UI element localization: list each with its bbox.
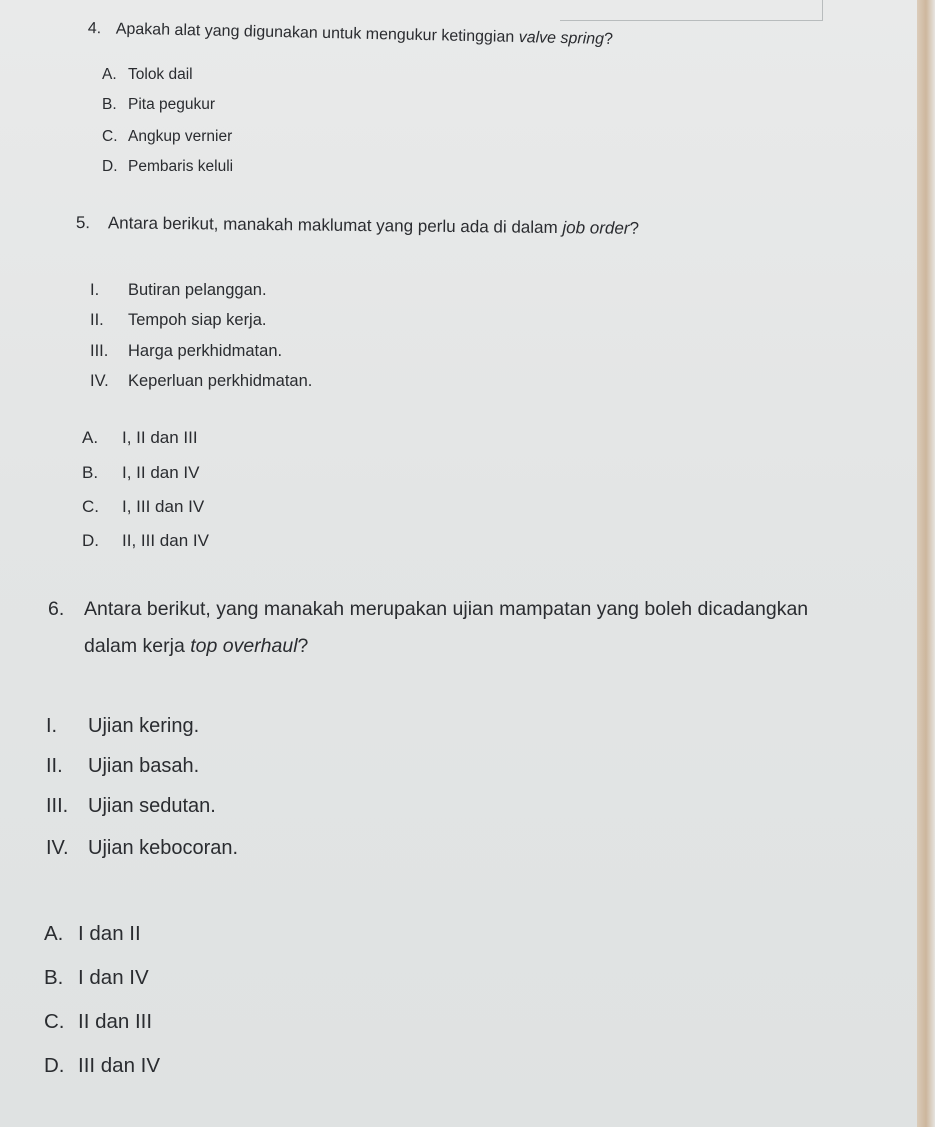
option-text: I, III dan IV (122, 497, 205, 516)
question-text: Antara berikut, manakah maklumat yang perlu ada di dalam (107, 213, 563, 238)
statement-i (90, 281, 267, 300)
option-c[interactable] (82, 497, 204, 517)
option-a[interactable] (102, 66, 193, 84)
question-number: 4. (87, 20, 102, 38)
question-6-text-continued (84, 635, 308, 658)
option-label: C. (44, 1010, 65, 1033)
question-number: 6. (48, 598, 65, 620)
statement-i (46, 715, 199, 738)
option-text: III dan IV (78, 1054, 161, 1077)
statement-iv (90, 372, 312, 391)
option-text: Tolok dail (128, 66, 193, 83)
option-label: A. (82, 428, 99, 447)
statement-label: II. (46, 755, 63, 777)
statement-iv (46, 837, 238, 860)
statement-text: Ujian basah. (88, 755, 200, 777)
option-d[interactable] (44, 1054, 160, 1078)
option-label: B. (82, 463, 99, 482)
option-label: C. (102, 128, 118, 145)
option-label: A. (44, 922, 64, 945)
option-a[interactable] (44, 922, 141, 946)
statement-label: IV. (90, 372, 109, 390)
option-d[interactable] (82, 531, 209, 551)
option-a[interactable] (82, 428, 198, 448)
option-d[interactable] (102, 158, 233, 176)
statement-label: III. (46, 795, 69, 817)
question-term: job order (562, 218, 630, 238)
option-c[interactable] (44, 1010, 152, 1034)
question-text: dalam kerja (84, 635, 191, 657)
option-text: Angkup vernier (128, 128, 233, 145)
option-text: Pembaris keluli (128, 158, 234, 175)
option-label: D. (82, 531, 99, 550)
option-text: II dan III (78, 1010, 153, 1033)
option-label: D. (44, 1054, 65, 1077)
option-label: B. (44, 966, 64, 989)
option-b[interactable] (102, 96, 215, 114)
statement-iii (90, 342, 282, 361)
statement-ii (46, 755, 199, 778)
option-b[interactable] (82, 463, 200, 483)
option-text: I, II dan III (122, 428, 198, 447)
statement-iii (46, 795, 216, 818)
option-text: I dan IV (78, 966, 149, 989)
option-b[interactable] (44, 966, 149, 990)
statement-label: III. (90, 342, 109, 360)
statement-text: Tempoh siap kerja. (128, 311, 267, 329)
statement-text: Harga perkhidmatan. (128, 342, 283, 360)
statement-label: I. (90, 281, 100, 299)
question-term: top overhaul (190, 635, 298, 657)
statement-label: I. (46, 715, 58, 737)
statement-ii (90, 311, 267, 330)
top-table-border (560, 0, 823, 21)
statement-text: Keperluan perkhidmatan. (128, 372, 313, 390)
option-text: II, III dan IV (122, 531, 209, 550)
question-mark: ? (629, 218, 640, 238)
question-number: 5. (75, 213, 91, 233)
statement-text: Butiran pelanggan. (128, 281, 267, 299)
option-text: I dan II (78, 922, 141, 945)
question-mark: ? (297, 635, 309, 657)
statement-text: Ujian kering. (88, 715, 200, 737)
option-label: A. (102, 66, 117, 83)
statement-text: Ujian kebocoran. (88, 837, 239, 859)
question-term: valve spring (518, 29, 605, 48)
option-label: C. (82, 497, 99, 516)
question-mark: ? (603, 30, 614, 48)
option-text: I, II dan IV (122, 463, 200, 482)
option-c[interactable] (102, 128, 232, 146)
question-text: Apakah alat yang digunakan untuk mengukur ketinggian (115, 20, 519, 47)
question-6-text (48, 598, 808, 621)
option-text: Pita pegukur (128, 96, 216, 113)
statement-label: II. (90, 311, 104, 329)
question-text: Antara berikut, yang manakah merupakan ujian mampatan yang boleh dicadangkan (84, 598, 809, 620)
statement-text: Ujian sedutan. (88, 795, 216, 817)
paper-edge (917, 0, 935, 1127)
option-label: B. (102, 96, 117, 113)
statement-label: IV. (46, 837, 69, 859)
option-label: D. (102, 158, 118, 175)
